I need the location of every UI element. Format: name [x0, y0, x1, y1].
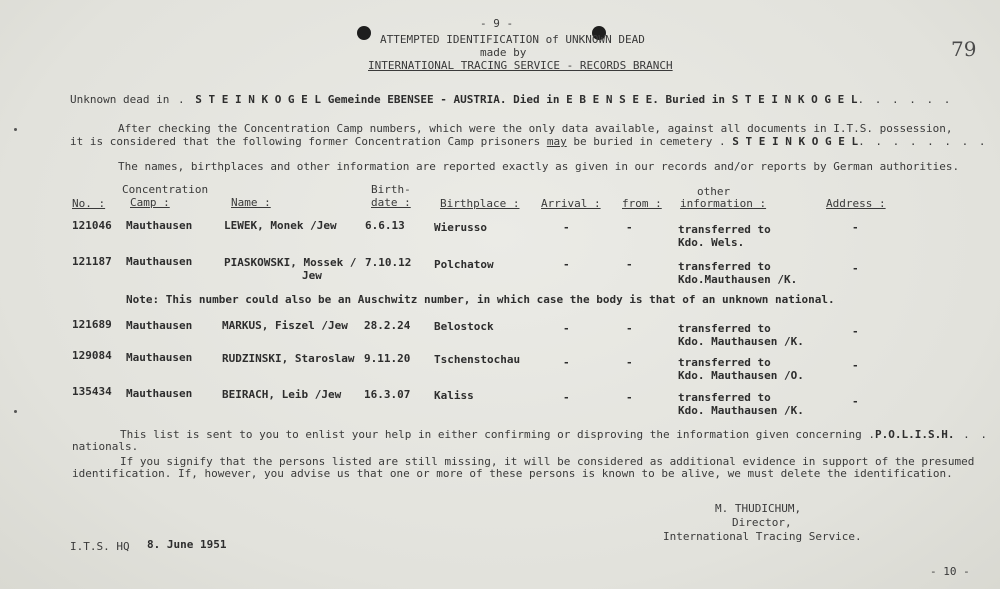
row-arrival: -: [563, 391, 570, 404]
row-name: PIASKOWSKI, Mossek /: [224, 256, 357, 269]
row-arrival: -: [563, 356, 570, 369]
location-name: S T E I N K O G E L: [195, 93, 322, 106]
row-date: 6.6.13: [365, 219, 405, 232]
header-other-top: other: [697, 185, 731, 198]
row-from: -: [626, 391, 633, 404]
page-number-next: - 10 -: [930, 565, 970, 578]
row-info-line2: Kdo. Mauthausen /O.: [678, 369, 804, 382]
row-camp: Mauthausen: [126, 255, 193, 268]
para4-line2: identification. If, however, you advise us that one or more of these persons is known to be alive, we must delete the identification.: [72, 467, 953, 480]
row-no: 121689: [72, 318, 112, 331]
footer-date: 8. June 1951: [147, 538, 227, 551]
row-info-line2: Kdo. Wels.: [678, 236, 745, 249]
row-arrival: -: [563, 221, 570, 234]
row-info-line2: Kdo.Mauthausen /K.: [678, 273, 798, 286]
row-from: -: [626, 258, 633, 271]
row-camp: Mauthausen: [126, 387, 193, 400]
row-name: LEWEK, Monek /Jew: [224, 219, 337, 232]
cemetery-name: S T E I N K O G E L: [732, 135, 859, 148]
row-date: 16.3.07: [364, 388, 411, 401]
buried-in-place: S T E I N K O G E L: [731, 93, 858, 106]
margin-mark: [14, 410, 17, 413]
header-birthplace: Birthplace :: [440, 197, 520, 210]
nationality: P.O.L.I.S.H.: [874, 428, 955, 441]
row-info-line1: transferred to: [678, 356, 771, 369]
header-date: date :: [371, 196, 411, 209]
row-date: 9.11.20: [364, 352, 411, 365]
row-no: 121187: [72, 255, 112, 268]
row-info-line1: transferred to: [678, 391, 771, 404]
row-info-line1: transferred to: [678, 260, 771, 273]
row-no: 129084: [72, 349, 112, 362]
died-in-place: E B E N S E E: [566, 93, 653, 106]
buried-prefix: . Buried in: [652, 93, 726, 106]
header-arrival: Arrival :: [541, 197, 601, 210]
punch-hole-left: [357, 26, 371, 40]
signature-name: M. THUDICHUM,: [715, 502, 802, 515]
row-name: BEIRACH, Leib /Jew: [222, 388, 342, 401]
row-info-line1: transferred to: [678, 322, 771, 335]
location-detail: Gemeinde EBENSEE - AUSTRIA. Died in: [327, 93, 560, 106]
page-number-top: - 9 -: [480, 17, 514, 30]
organization-header: INTERNATIONAL TRACING SERVICE - RECORDS BRANCH: [368, 59, 673, 72]
para4-line1: If you signify that the persons listed are still missing, it will be considered as additional evidence in support of the presumed: [120, 455, 975, 468]
row-birthplace: Tschenstochau: [434, 353, 521, 366]
row-from: -: [626, 221, 633, 234]
may-underlined: may: [546, 135, 567, 148]
header-information: information :: [680, 197, 767, 210]
row-date: 7.10.12: [365, 256, 412, 269]
row-arrival: -: [563, 322, 570, 335]
header-name: Name :: [231, 196, 271, 209]
document-title: ATTEMPTED IDENTIFICATION of UNKNOWN DEAD: [380, 33, 645, 46]
row-address: -: [852, 325, 859, 338]
row-arrival: -: [563, 258, 570, 271]
header-no: No. :: [72, 197, 106, 210]
row-camp: Mauthausen: [126, 319, 193, 332]
para3-line2: nationals.: [72, 440, 139, 453]
row-name: MARKUS, Fiszel /Jew: [222, 319, 348, 332]
header-from: from :: [622, 197, 662, 210]
row-from: -: [626, 322, 633, 335]
row-info-line1: transferred to: [678, 223, 771, 236]
row-no: 135434: [72, 385, 112, 398]
made-by: made by: [480, 46, 527, 59]
unknown-prefix: Unknown dead in: [70, 93, 170, 106]
para3-line1: This list is sent to you to enlist your help in either confirming or disproving the information given concerning .P.O.L.I.S.H. . .: [120, 428, 989, 441]
header-birth-top: Birth-: [371, 183, 411, 196]
margin-mark: [14, 128, 17, 131]
row-camp: Mauthausen: [126, 219, 193, 232]
row-address: -: [852, 221, 859, 234]
unknown-dead-line: Unknown dead in . S T E I N K O G E L Gemeinde EBENSEE - AUSTRIA. Died in E B E N S E E. Buried in S T E I N K O G E L. . . . . .: [70, 93, 953, 106]
row-birthplace: Polchatow: [434, 258, 494, 271]
row-address: -: [852, 395, 859, 408]
signature-org: International Tracing Service.: [663, 530, 862, 543]
row-birthplace: Belostock: [434, 320, 494, 333]
header-address: Address :: [826, 197, 886, 210]
header-camp: Camp :: [130, 196, 170, 209]
row-camp: Mauthausen: [126, 351, 193, 364]
row-date: 28.2.24: [364, 319, 411, 332]
para1-line2: it is considered that the following former Concentration Camp prisoners may be buried in cemetery . S T E I N K O G E L. . . . . . . .: [70, 135, 988, 148]
footer-place: I.T.S. HQ: [70, 540, 130, 553]
header-camp-top: Concentration: [122, 183, 209, 196]
archive-stamp-number: 79: [951, 37, 977, 61]
row-info-line2: Kdo. Mauthausen /K.: [678, 404, 804, 417]
para2: The names, birthplaces and other information are reported exactly as given in our records and/or reports by German authorities.: [118, 160, 960, 173]
para1-line1: After checking the Concentration Camp numbers, which were the only data available, against all documents in I.T.S. possession,: [118, 122, 953, 135]
row-name-line2: Jew: [302, 269, 322, 282]
row-birthplace: Wierusso: [434, 221, 487, 234]
row-info-line2: Kdo. Mauthausen /K.: [678, 335, 804, 348]
row-address: -: [852, 262, 859, 275]
row-from: -: [626, 356, 633, 369]
row-birthplace: Kaliss: [434, 389, 474, 402]
row-name: RUDZINSKI, Staroslaw: [222, 352, 355, 365]
row-address: -: [852, 359, 859, 372]
auschwitz-note: Note: This number could also be an Auschwitz number, in which case the body is that of an unknown national.: [126, 293, 835, 306]
row-no: 121046: [72, 219, 112, 232]
signature-title: Director,: [732, 516, 792, 529]
